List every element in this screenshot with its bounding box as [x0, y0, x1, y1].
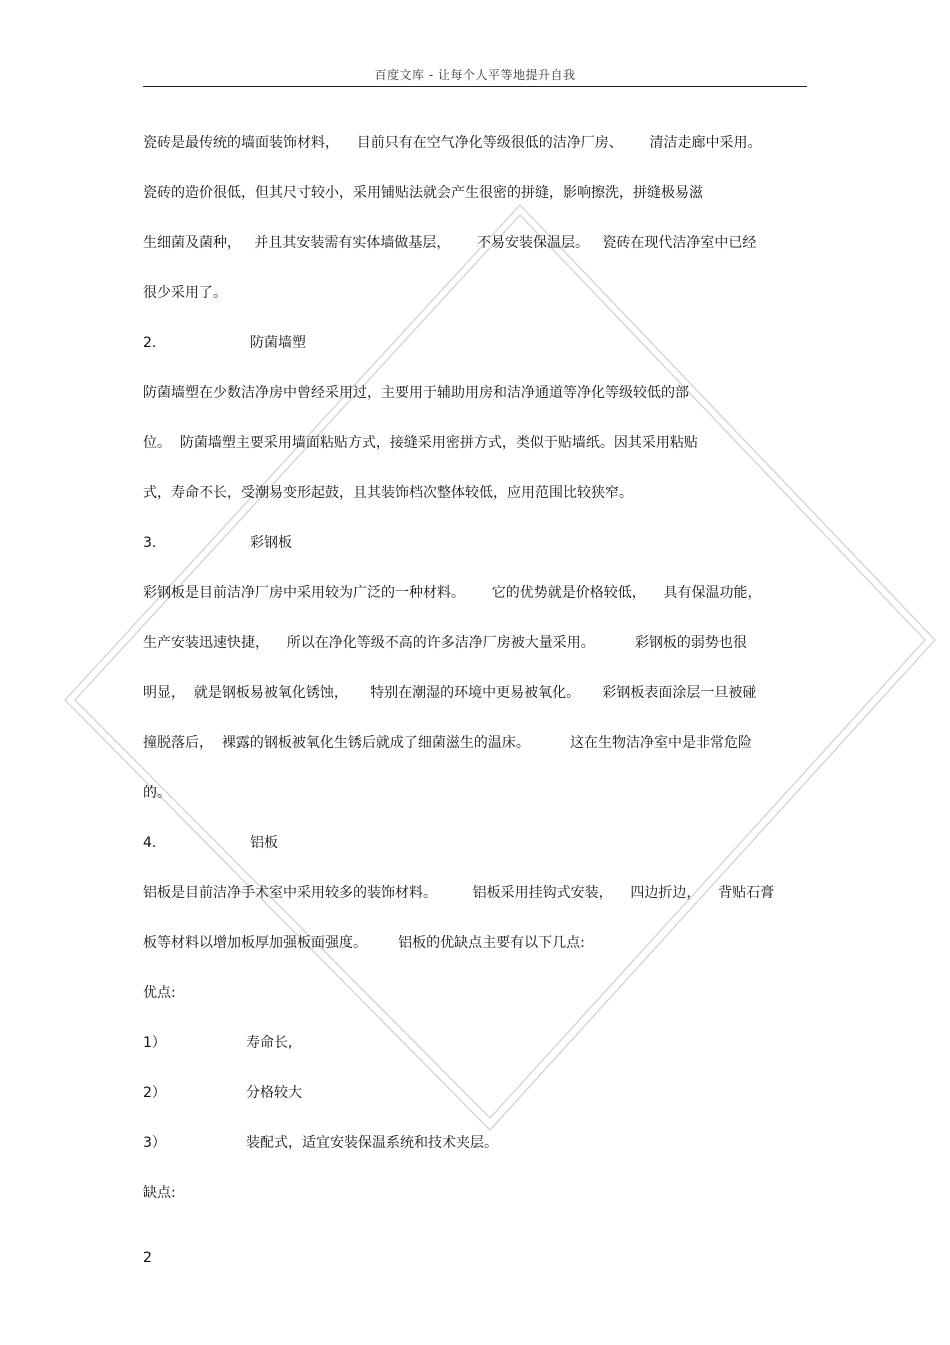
disadvantages-label: 缺点:	[143, 1185, 176, 1201]
paragraph-line: 瓷砖的造价很低，但其尺寸较小，采用铺贴法就会产生很密的拼缝，影响擦洗，拼缝极易滋	[143, 185, 703, 201]
section-number: 4.	[143, 835, 157, 851]
paragraph-line: 生细菌及菌种， 并且其安装需有实体墙做基层， 不易安装保温层。 瓷砖在现代洁净室中已经	[143, 235, 757, 251]
paragraph-line: 防菌墙塑在少数洁净房中曾经采用过，主要用于辅助用房和洁净通道等净化等级较低的部	[143, 385, 689, 401]
list-item-number: 2）	[143, 1085, 166, 1101]
header-rule	[143, 86, 807, 87]
list-item-text: 装配式，适宜安装保温系统和技术夹层。	[246, 1135, 498, 1151]
paragraph-line: 位。 防菌墙塑主要采用墙面粘贴方式，接缝采用密拼方式，类似于贴墙纸。因其采用粘贴	[143, 435, 698, 451]
section-number: 3.	[143, 535, 157, 551]
paragraph-line: 很少采用了。	[143, 285, 227, 301]
paragraph-line: 撞脱落后， 裸露的钢板被氧化生锈后就成了细菌滋生的温床。 这在生物洁净室中是非常危险	[143, 735, 752, 751]
paragraph-line: 板等材料以增加板厚加强板面强度。 铝板的优缺点主要有以下几点:	[143, 935, 585, 951]
page-header: 百度文库 - 让每个人平等地提升自我	[374, 68, 576, 82]
paragraph-line: 式，寿命不长，受潮易变形起鼓，且其装饰档次整体较低，应用范围比较狭窄。	[143, 485, 633, 501]
page-number: 2	[143, 1250, 152, 1266]
paragraph-line: 彩钢板是目前洁净厂房中采用较为广泛的一种材料。 它的优势就是价格较低， 具有保温功能，	[143, 585, 762, 601]
paragraph-line: 明显， 就是钢板易被氧化锈蚀， 特别在潮湿的环境中更易被氧化。 彩钢板表面涂层一旦被碰	[143, 685, 757, 701]
section-title: 防菌墙塑	[250, 335, 306, 351]
list-item-text: 寿命长,	[246, 1035, 293, 1051]
section-number: 2.	[143, 335, 157, 351]
paragraph-line: 的。	[143, 785, 171, 801]
paragraph-line: 生产安装迅速快捷， 所以在净化等级不高的许多洁净厂房被大量采用。 彩钢板的弱势也很	[143, 635, 747, 651]
advantages-label: 优点:	[143, 985, 176, 1001]
list-item-number: 1）	[143, 1035, 166, 1051]
paragraph-line: 瓷砖是最传统的墙面装饰材料， 目前只有在空气净化等级很低的洁净厂房、 清洁走廊中采用。	[143, 135, 762, 151]
list-item-number: 3）	[143, 1135, 166, 1151]
list-item-text: 分格较大	[246, 1085, 302, 1101]
section-title: 铝板	[250, 835, 278, 851]
section-title: 彩钢板	[250, 535, 292, 551]
paragraph-line: 铝板是目前洁净手术室中采用较多的装饰材料。 铝板采用挂钩式安装， 四边折边， 背贴石膏	[143, 885, 775, 901]
